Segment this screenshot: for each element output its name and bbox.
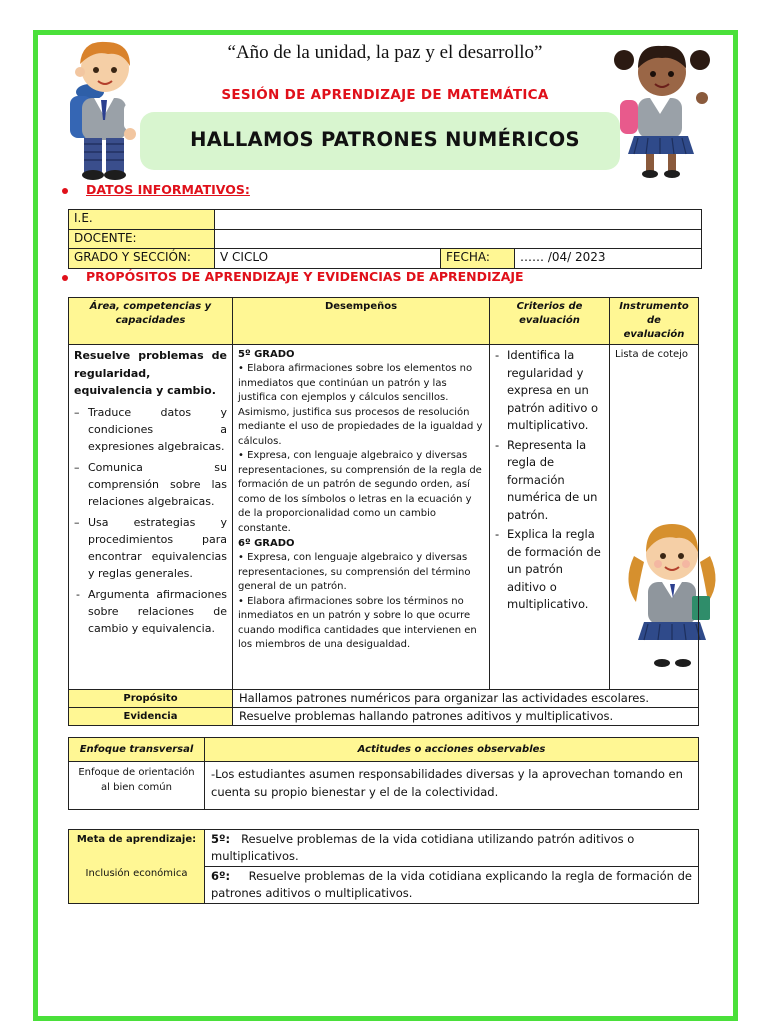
meta-label: Meta de aprendizaje:	[76, 834, 197, 845]
grade6-label: 6º:	[211, 869, 231, 883]
capacity-item: – Traduce datos y condiciones a expresiones algebraicas.	[74, 404, 227, 455]
section-datos-informativos	[62, 182, 250, 197]
desempeno-item: • Expresa, con lenguaje algebraico y diversas representaciones, su comprensión del término general de un patrón.	[238, 552, 471, 592]
grade5-heading: 5º GRADO	[238, 349, 295, 360]
criterion-item: - Representa la regla de formación numérica de un patrón.	[495, 437, 604, 525]
competence-title: Resuelve problemas de regularidad, equivalencia y cambio.	[74, 349, 227, 397]
section-label: PROPÓSITOS DE APRENDIZAJE Y EVIDENCIAS DE APRENDIZAJE	[86, 269, 524, 284]
grado-label: GRADO Y SECCIÓN:	[69, 249, 215, 269]
capacity-item: – Comunica su comprensión sobre las relaciones algebraicas.	[74, 459, 227, 510]
enfoque-table	[68, 737, 699, 810]
meta-grade6	[205, 867, 699, 904]
meta-grade5	[205, 830, 699, 867]
meta-label-cell	[69, 830, 205, 904]
header-instrumento: Instrumento de evaluación	[610, 298, 699, 345]
desempeno-item: • Elabora afirmaciones sobre los elementos no inmediatos que continúan un patrón y las justifica con ejemplos y cálculos sencillos. Asimismo, justifica sus procesos de resolución mediante el uso de propiedades de la igualdad y cálculos.	[238, 363, 483, 447]
criterios-cell	[490, 345, 610, 690]
desempeno-item: • Expresa, con lenguaje algebraico y diversas representaciones, su comprensión de la regla de formación de un patrón de segundo orden, así como de los símbolos o letras en la ecuación y de la proporcionalidad como un cambio constante.	[238, 450, 482, 534]
bullet-icon	[62, 188, 68, 194]
header-criterios: Criterios de evaluación	[490, 298, 610, 345]
criterion-item: - Identifica la regularidad y expresa en un patrón aditivo o multiplicativo.	[495, 347, 604, 435]
proposito-value: Hallamos patrones numéricos para organizar las actividades escolares.	[233, 690, 699, 708]
enfoque-header: Enfoque transversal	[69, 738, 205, 762]
meta-sub: Inclusión económica	[85, 868, 188, 879]
grade5-text: Resuelve problemas de la vida cotidiana utilizando patrón aditivos o multiplicativos.	[211, 832, 635, 863]
capacity-list	[74, 404, 227, 637]
fecha-field[interactable]: …… /04/ 2023	[515, 249, 702, 269]
grado-field[interactable]: V CICLO	[215, 249, 441, 269]
header-area: Área, competencias y capacidades	[69, 298, 233, 345]
desempenos-cell	[233, 345, 490, 690]
section-propositos	[62, 269, 524, 284]
grade5-label: 5º:	[211, 832, 231, 846]
learning-purposes-table	[68, 297, 699, 726]
info-table	[68, 209, 702, 269]
meta-table	[68, 829, 699, 904]
grade6-text: Resuelve problemas de la vida cotidiana explicando la regla de formación de patrones aditivos o multiplicativos.	[211, 869, 692, 900]
capacity-item: - Argumenta afirmaciones sobre relaciones de cambio y equivalencia.	[74, 586, 227, 637]
fecha-label: FECHA:	[441, 249, 515, 269]
grade6-heading: 6º GRADO	[238, 538, 295, 549]
docente-label: DOCENTE:	[69, 229, 215, 249]
actitudes-text: -Los estudiantes asumen responsabilidades diversas y la aprovechan tomando en cuenta su propio bienestar y el de la colectividad.	[205, 762, 699, 810]
ie-field[interactable]	[215, 210, 702, 230]
bullet-icon	[62, 275, 68, 281]
page-title: HALLAMOS PATRONES NUMÉRICOS	[190, 128, 580, 151]
evidencia-label: Evidencia	[69, 708, 233, 726]
header-desempenos: Desempeños	[233, 298, 490, 345]
actitudes-header: Actitudes o acciones observables	[205, 738, 699, 762]
competence-cell	[69, 345, 233, 690]
criterion-item: - Explica la regla de formación de un patrón aditivo o multiplicativo.	[495, 526, 604, 614]
ie-label: I.E.	[69, 210, 215, 230]
desempeno-item: • Elabora afirmaciones sobre los términos no inmediatos en un patrón y sobre lo que ocurre cuando modifica cantidades que intervienen en los miembros de una desigualdad.	[238, 595, 477, 650]
instrument-cell: Lista de cotejo	[610, 345, 699, 690]
proposito-label: Propósito	[69, 690, 233, 708]
enfoque-name: Enfoque de orientación al bien común	[69, 762, 205, 810]
capacity-item: – Usa estrategias y procedimientos para encontrar equivalencias y reglas generales.	[74, 514, 227, 582]
year-motto: “Año de la unidad, la paz y el desarrollo”	[227, 42, 543, 63]
docente-field[interactable]	[215, 229, 702, 249]
session-subtitle: SESIÓN DE APRENDIZAJE DE MATEMÁTICA	[221, 87, 549, 103]
criteria-list	[495, 347, 604, 614]
evidencia-value: Resuelve problemas hallando patrones aditivos y multiplicativos.	[233, 708, 699, 726]
section-label: DATOS INFORMATIVOS:	[86, 182, 250, 197]
